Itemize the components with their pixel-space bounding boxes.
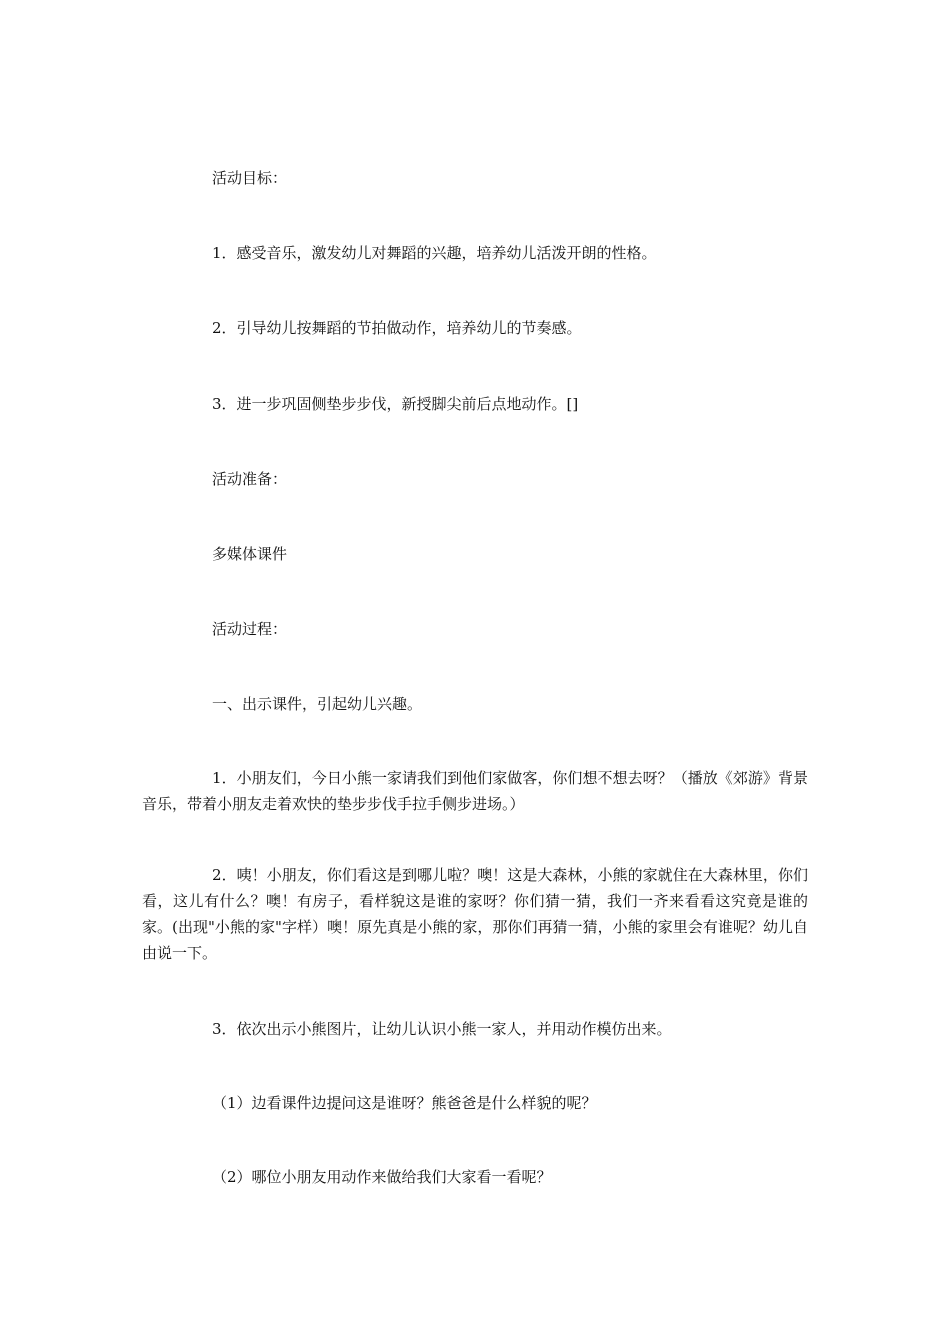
heading-goals: 活动目标： (212, 169, 288, 187)
sub-item-2: （2）哪位小朋友用动作来做给我们大家看一看呢？ (212, 1168, 552, 1186)
sub-item-1: （1）边看课件边提问这是谁呀？熊爸爸是什么样貌的呢？ (212, 1094, 597, 1112)
preparation-text: 多媒体课件 (212, 545, 288, 563)
heading-process: 活动过程： (212, 620, 288, 638)
goal-item-1: 1．感受音乐，激发幼儿对舞蹈的兴趣，培养幼儿活泼开朗的性格。 (212, 244, 657, 262)
goal-item-2: 2．引导幼儿按舞蹈的节拍做动作，培养幼儿的节奏感。 (212, 319, 582, 337)
paragraph-3: 3．依次出示小熊图片，让幼儿认识小熊一家人，并用动作模仿出来。 (212, 1020, 672, 1038)
paragraph-2: 2．咦！小朋友，你们看这是到哪儿啦？噢！这是大森林，小熊的家就住在大森林里，你们看，这儿有什么？噢！有房子，看样貌这是谁的家呀？你们猜一猜，我们一齐来看看这究竟是谁的家。(出现"小熊的家"字样）噢！原先真是小熊的家，那你们再猜一猜，小熊的家里会有谁呢？幼儿自由说一下。 (142, 866, 808, 962)
goal-item-3: 3．进一步巩固侧垫步步伐，新授脚尖前后点地动作。[] (212, 395, 579, 413)
section-heading-1: 一、出示课件，引起幼儿兴趣。 (212, 695, 423, 713)
heading-preparation: 活动准备： (212, 470, 288, 488)
paragraph-1: 1．小朋友们，今日小熊一家请我们到他们家做客，你们想不想去呀？（播放《郊游》背景音乐，带着小朋友走着欢快的垫步步伐手拉手侧步进场。） (142, 769, 808, 813)
